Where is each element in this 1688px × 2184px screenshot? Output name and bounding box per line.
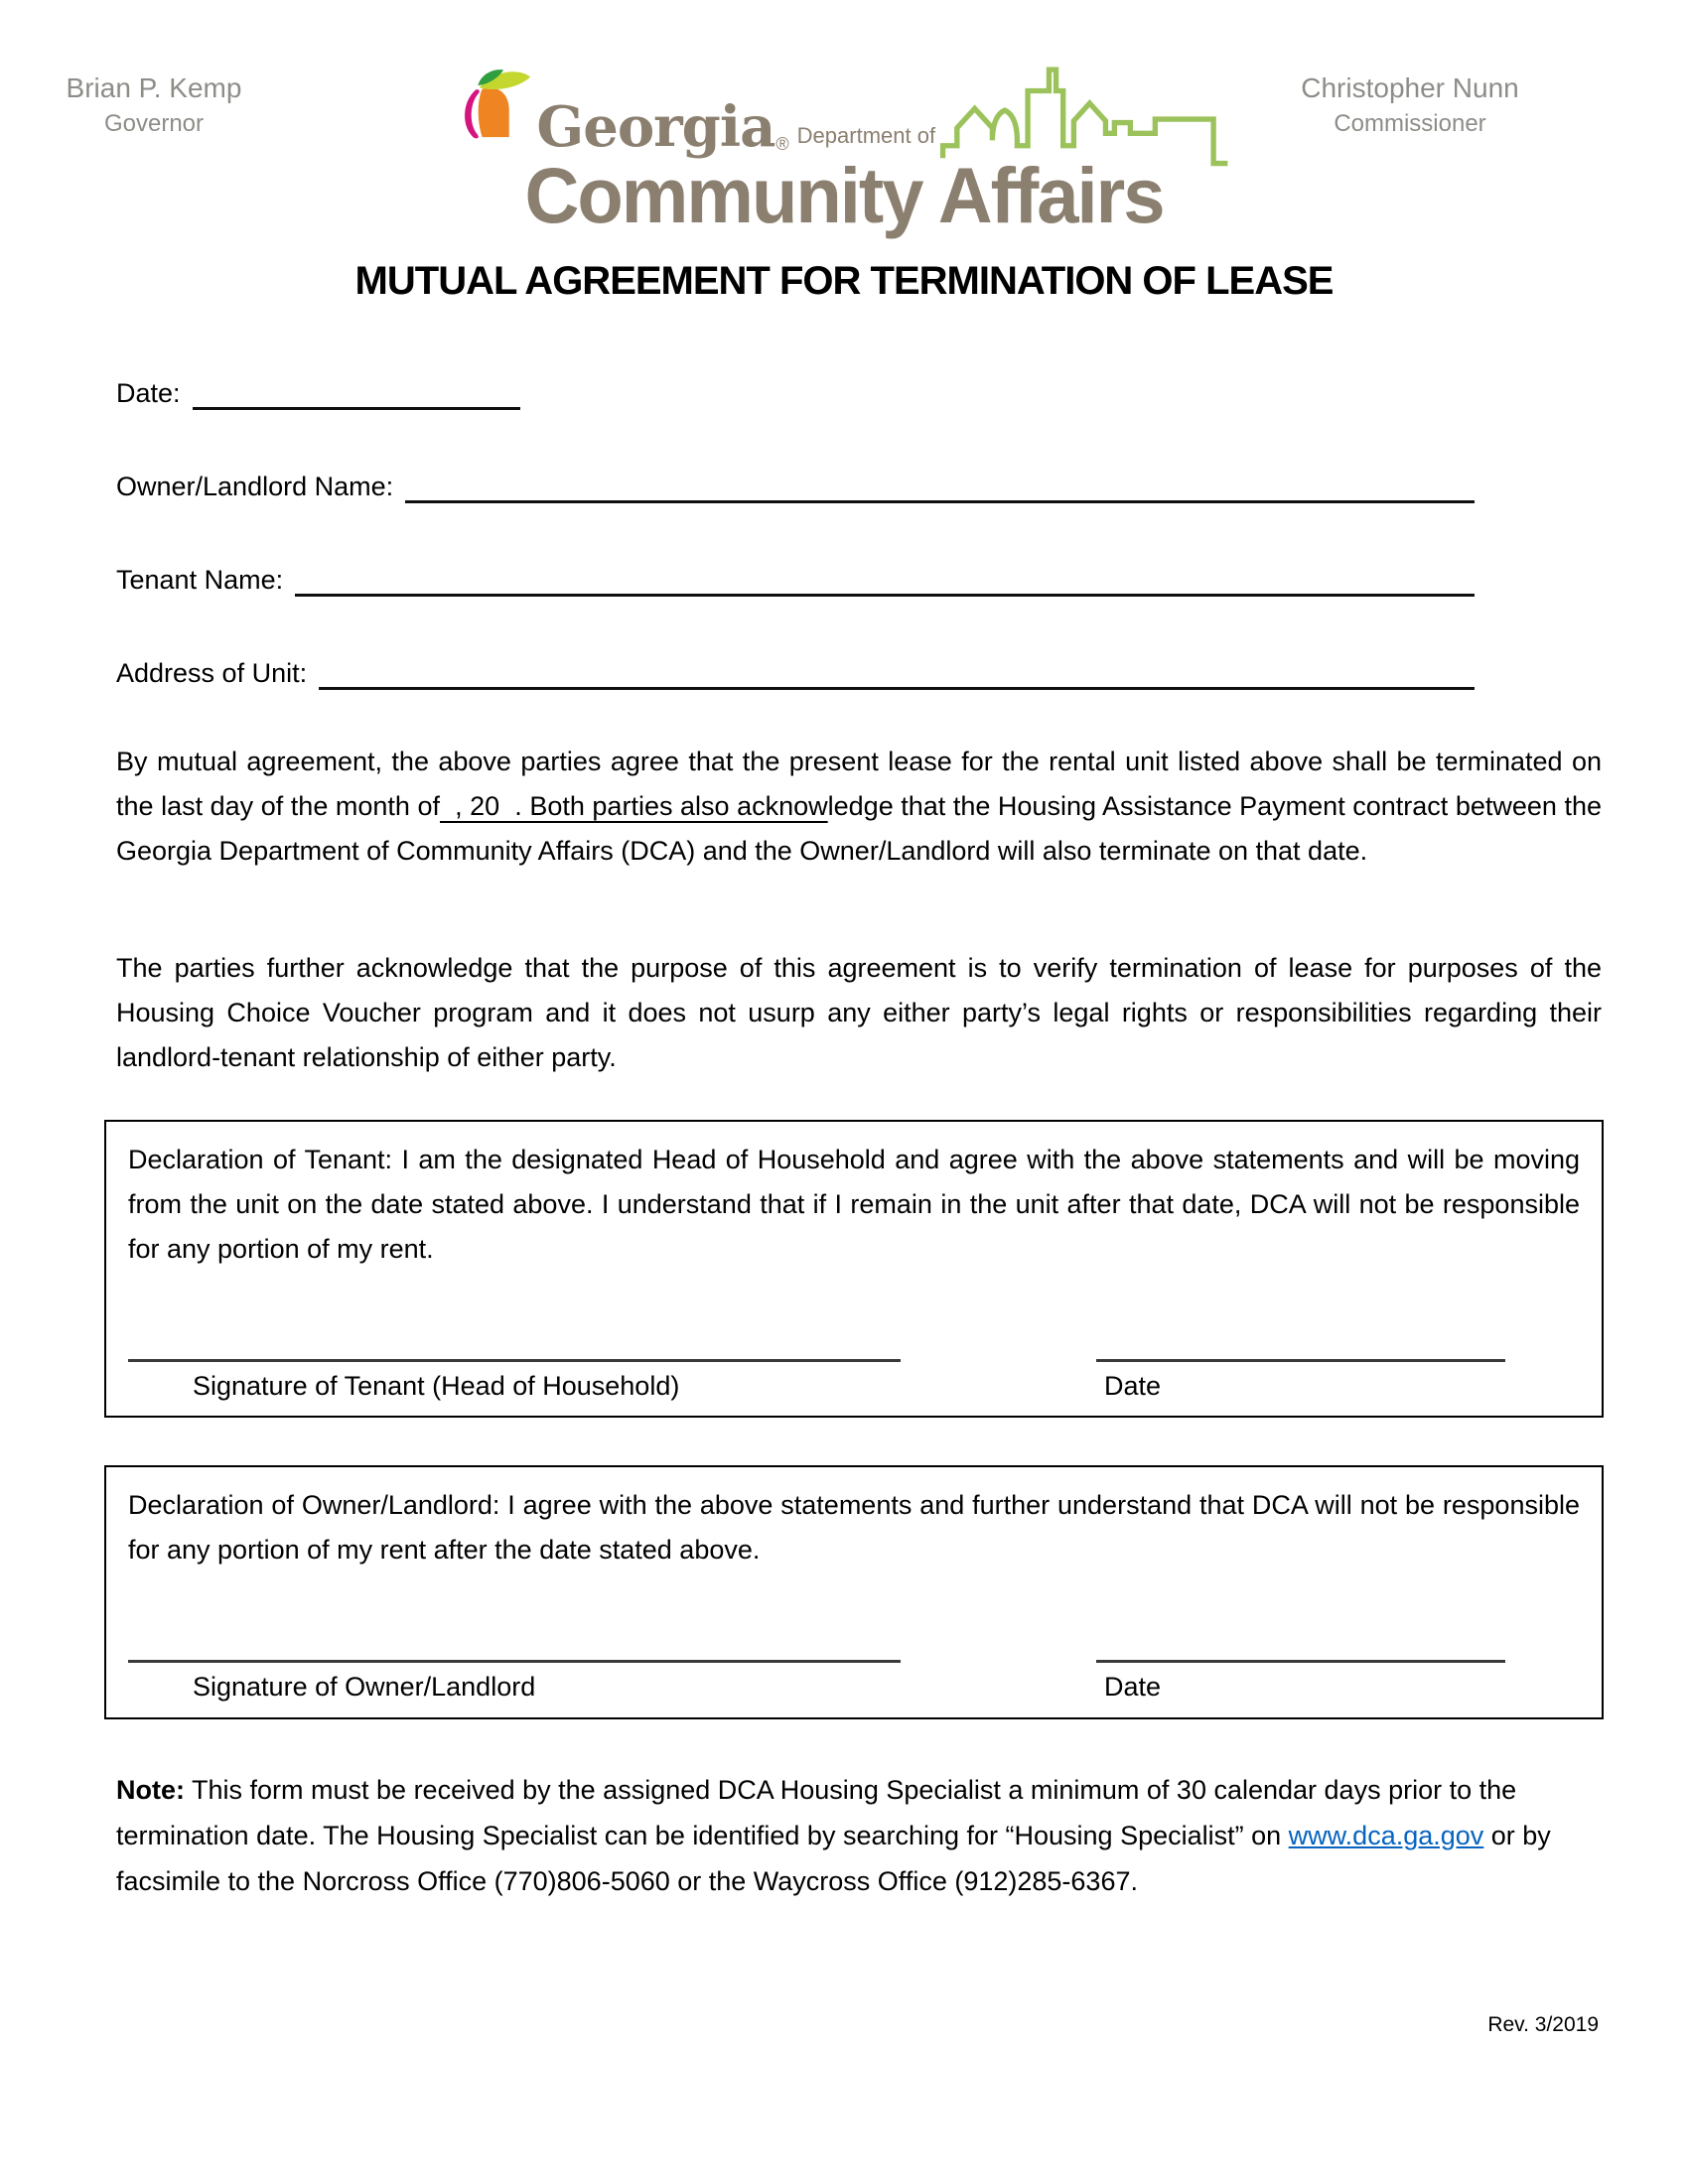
governor-name: Brian P. Kemp: [66, 72, 242, 103]
tenant-date-line[interactable]: [1096, 1357, 1505, 1362]
page-title: MUTUAL AGREEMENT FOR TERMINATION OF LEASE: [354, 259, 1334, 303]
date-label: Date:: [116, 378, 181, 408]
address-label: Address of Unit:: [116, 658, 308, 688]
owner-date-col: [1096, 1658, 1505, 1703]
termination-paragraph: [116, 740, 1602, 874]
address-field-row: [116, 653, 1475, 690]
date-input-line[interactable]: [193, 373, 520, 410]
commissioner-name: Christopher Nunn: [1301, 72, 1519, 103]
registered-mark: ®: [775, 134, 789, 154]
commissioner-block: [1276, 71, 1544, 139]
governor-title: Governor: [103, 109, 205, 137]
letterhead: [0, 0, 1688, 240]
date-field-row: [116, 373, 1475, 410]
tenant-declaration-box: [104, 1120, 1604, 1418]
note-paragraph: [116, 1767, 1589, 1904]
owner-signature-label: Signature of Owner/Landlord: [193, 1672, 536, 1703]
termination-paragraph-before: By mutual agreement, the above parties agree that the present lease for the rental unit listed above shall be terminated on the last day of the month of: [116, 747, 1602, 821]
note-text-after-link: or by facsimile to the Norcross Office (770)806-5060 or the Waycross Office (912)285-6367.: [116, 1820, 1551, 1896]
tenant-name-input-line[interactable]: [295, 560, 1475, 597]
tenant-name-field-row: [116, 560, 1475, 597]
owner-date-label: Date: [1104, 1672, 1162, 1703]
dca-website-link[interactable]: www.dca.ga.gov: [1288, 1820, 1484, 1850]
month-year-blank[interactable]: , 20 . Both parties also acknow: [440, 791, 828, 821]
tenant-signature-row: [128, 1357, 1580, 1402]
commissioner-title: Commissioner: [1334, 109, 1486, 137]
dca-logo: [457, 34, 1231, 240]
owner-signature-line[interactable]: [128, 1658, 901, 1663]
owner-declaration-text: Declaration of Owner/Landlord: I agree with the above statements and further understand that DCA will not be responsible for any portion of my rent after the date stated above.: [128, 1490, 1580, 1566]
note-label: Note:: [116, 1774, 185, 1805]
community-affairs-wordmark: Community Affairs: [524, 152, 1164, 240]
tenant-date-label: Date: [1104, 1371, 1162, 1401]
owner-signature-col: [128, 1658, 901, 1703]
georgia-wordmark: Georgia: [536, 94, 775, 160]
note-text-before-link: This form must be received by the assigned DCA Housing Specialist a minimum of 30 calendar days prior to the termination date. The Housing Specialist can be identified by searching for “Housing Specialist” on: [116, 1774, 1517, 1850]
address-input-line[interactable]: [319, 653, 1475, 690]
tenant-signature-col: [128, 1357, 901, 1402]
peach-icon: [457, 54, 534, 157]
revision-stamp: Rev. 3/2019: [1487, 2013, 1599, 2036]
tenant-date-col: [1096, 1357, 1505, 1402]
tenant-name-label: Tenant Name:: [116, 565, 284, 595]
tenant-declaration-text: Declaration of Tenant: I am the designated Head of Household and agree with the above statements and will be moving from the unit on the date stated above. I understand that if I remain in the unit after that date, DCA will not be responsible for any portion of my rent.: [128, 1145, 1580, 1264]
owner-name-input-line[interactable]: [405, 467, 1475, 503]
owner-signature-row: [128, 1658, 1580, 1703]
tenant-signature-label: Signature of Tenant (Head of Household): [193, 1371, 680, 1401]
owner-name-field-row: [116, 467, 1475, 503]
owner-date-line[interactable]: [1096, 1658, 1505, 1663]
purpose-paragraph: The parties further acknowledge that the purpose of this agreement is to verify termination of lease for purposes of the Housing Choice Voucher program and it does not usurp any either party’s legal rights or responsibilities regarding their landlord-tenant relationship of either party.: [116, 953, 1602, 1072]
form-fields: [116, 373, 1475, 690]
department-of-label: Department of: [796, 123, 936, 148]
owner-name-label: Owner/Landlord Name:: [116, 472, 394, 501]
tenant-signature-line[interactable]: [128, 1357, 901, 1362]
governor-block: [55, 71, 253, 139]
dca-logo-top: [457, 34, 1231, 160]
termination-paragraph-after: ledge that the Housing Assistance Payment contract between the Georgia Department of Community Affairs (DCA) and the Owner/Landlord will also terminate on that date.: [116, 791, 1603, 866]
owner-declaration-box: [104, 1465, 1604, 1718]
